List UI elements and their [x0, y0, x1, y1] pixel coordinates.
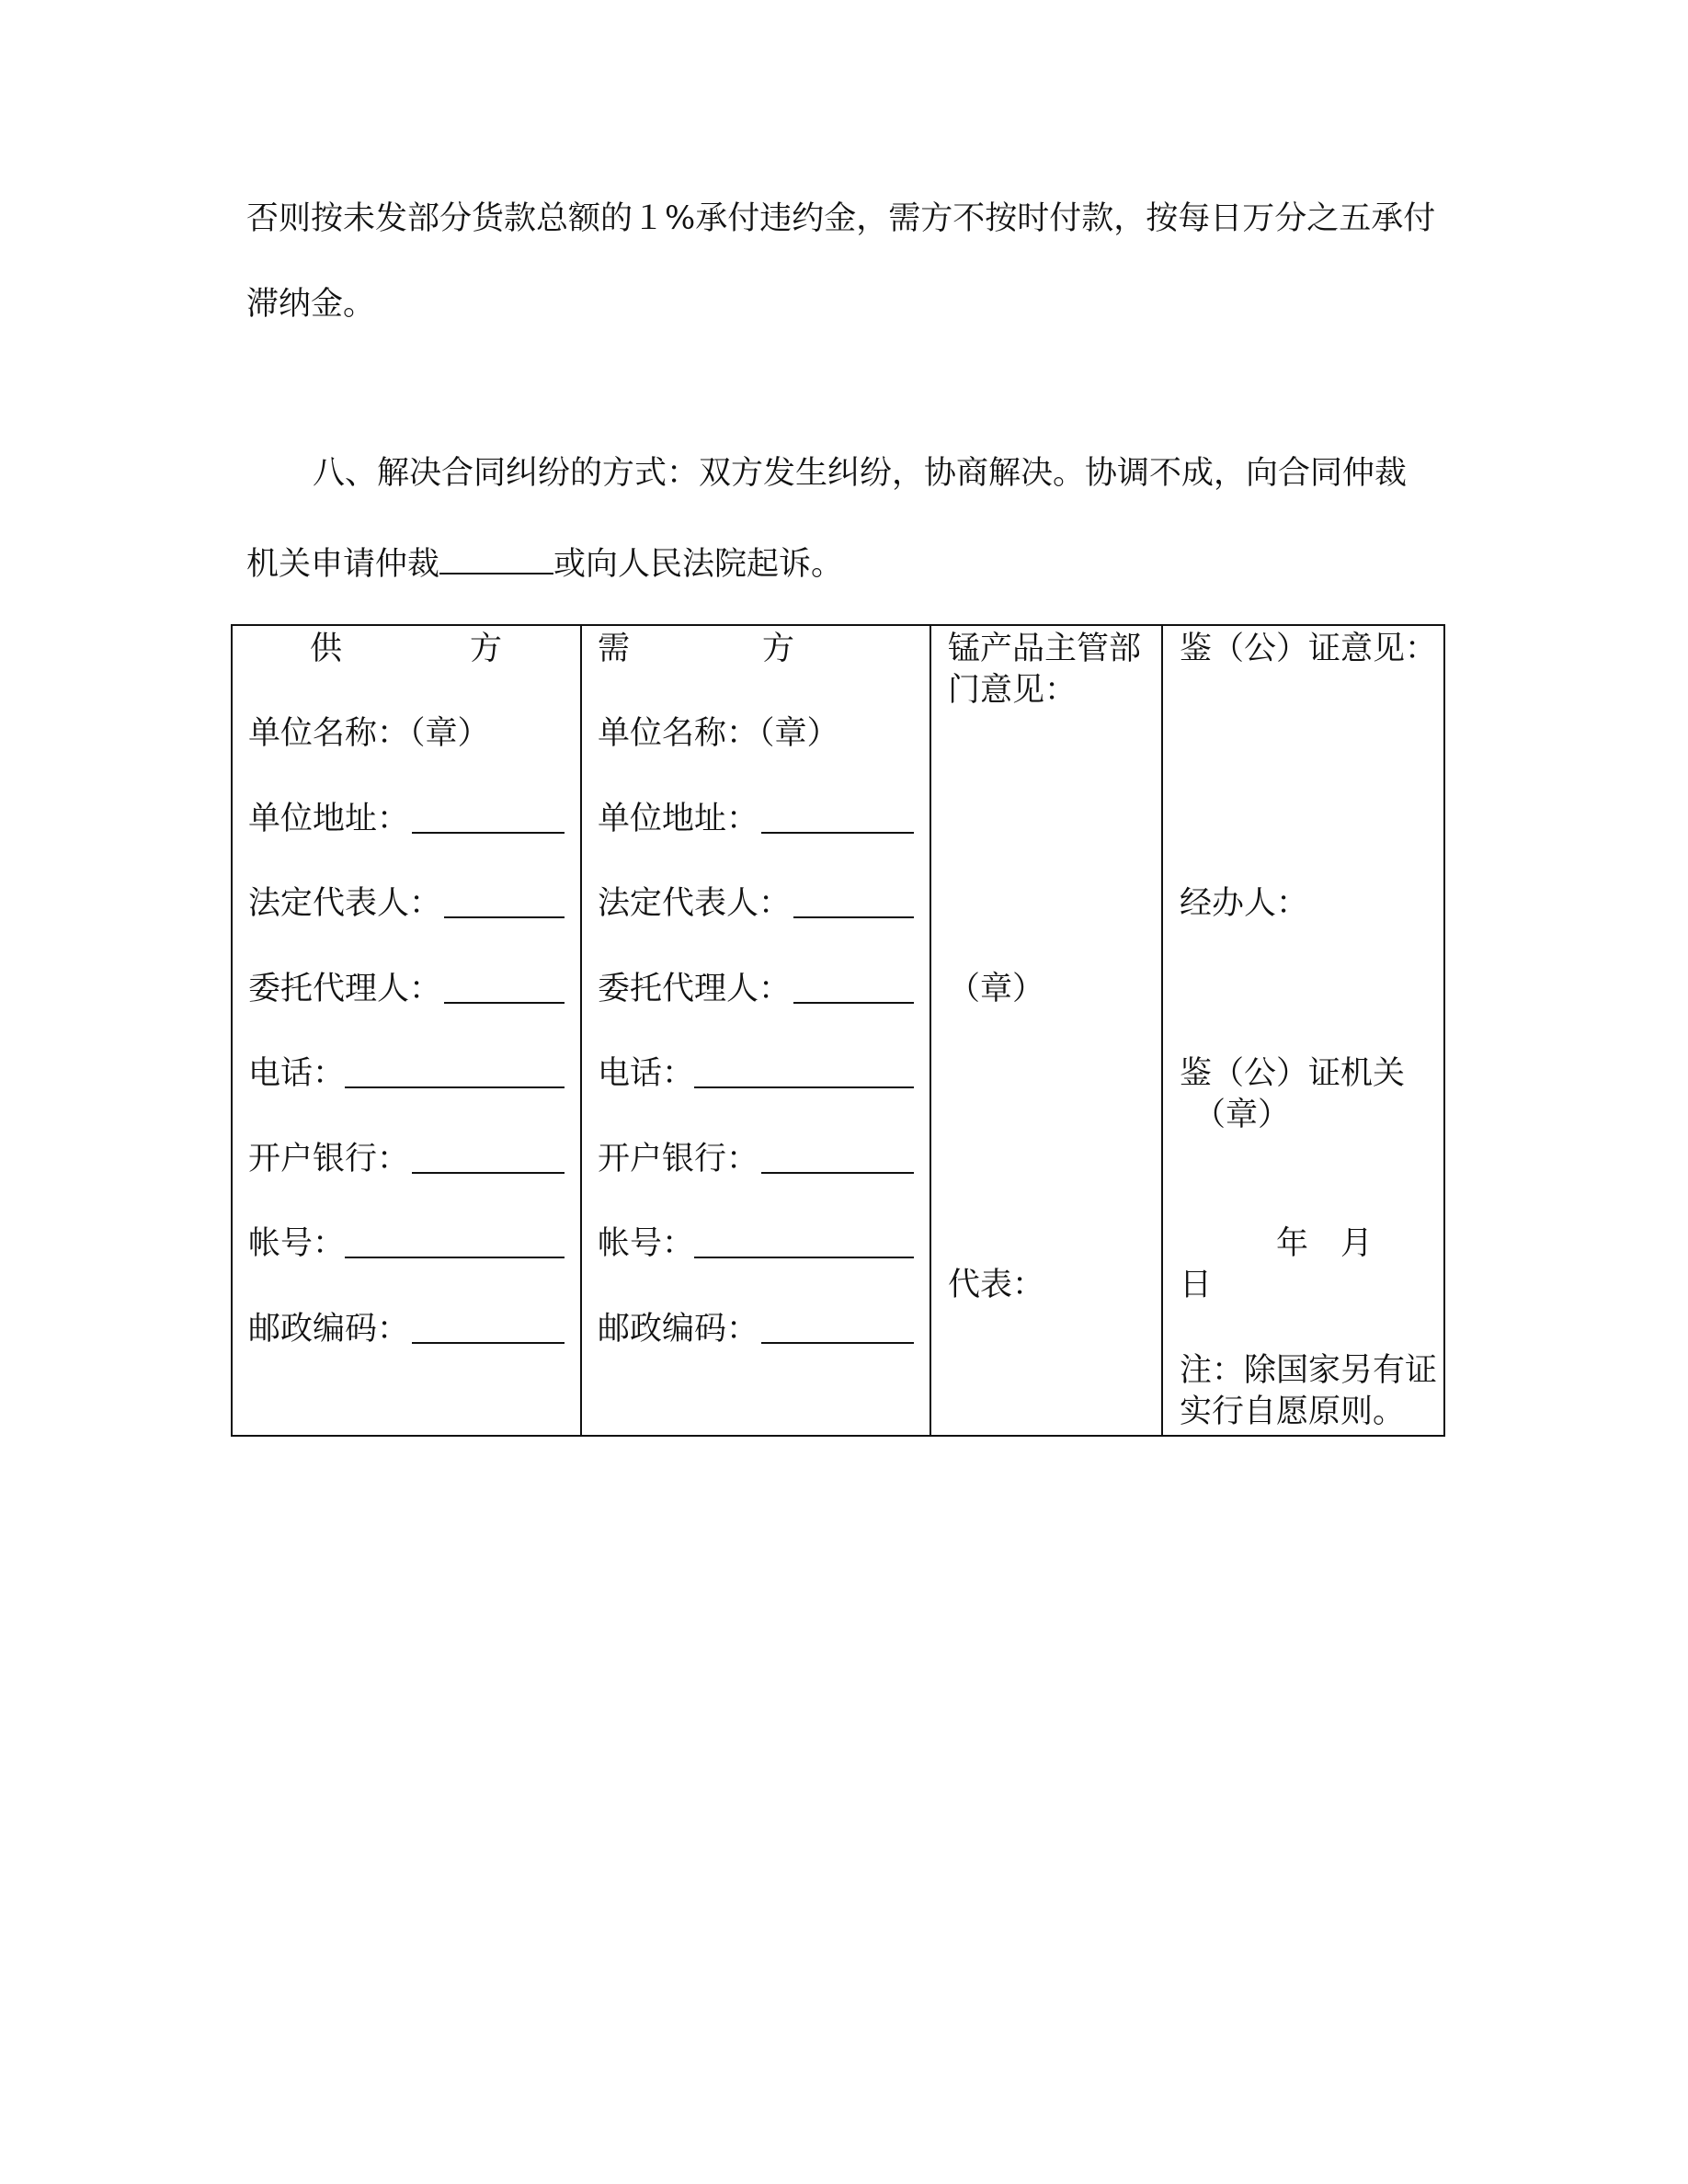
supplier-postcode-field[interactable]	[412, 1342, 565, 1344]
supplier-account-field[interactable]	[345, 1257, 565, 1258]
buyer-header-right: 方	[762, 631, 795, 667]
buyer-address-field[interactable]	[761, 832, 914, 834]
buyer-postcode-field[interactable]	[761, 1342, 914, 1344]
buyer-phone-field[interactable]	[694, 1086, 914, 1088]
buyer-bank-label: 开户银行：	[598, 1141, 759, 1177]
paragraph-line: 否则按未发部分货款总额的１%承付违约金，需方不按时付款，按每日万分之五承付	[246, 200, 1436, 237]
buyer-agent-label: 委托代理人：	[598, 971, 792, 1007]
buyer-postcode-label: 邮政编码：	[598, 1311, 759, 1348]
arbitration-text: 机关申请仲裁	[246, 546, 440, 583]
supplier-agent-field[interactable]	[444, 1002, 565, 1004]
supplier-agent-label: 委托代理人：	[248, 971, 442, 1007]
buyer-header-left: 需	[598, 631, 631, 667]
notary-date-line2: 日	[1180, 1267, 1213, 1303]
buyer-address-label: 单位地址：	[598, 801, 759, 837]
section-eight-line: 八、解决合同纠纷的方式：双方发生纠纷，协商解决。协调不成，向合同仲裁	[313, 455, 1408, 492]
buyer-account-field[interactable]	[694, 1257, 914, 1258]
supplier-address-field[interactable]	[412, 832, 565, 834]
lawsuit-text: 或向人民法院起诉。	[553, 546, 844, 583]
supplier-legal-rep-label: 法定代表人：	[248, 885, 442, 922]
supplier-phone-field[interactable]	[345, 1086, 565, 1088]
authority-title-line2: 门意见：	[948, 672, 1078, 709]
notary-office-line2: （章）	[1193, 1097, 1291, 1133]
notary-date-line1: 年 月	[1276, 1225, 1374, 1262]
paragraph-line: 滞纳金。	[246, 286, 376, 323]
buyer-bank-field[interactable]	[761, 1172, 914, 1174]
buyer-account-label: 帐号：	[598, 1225, 695, 1262]
supplier-address-label: 单位地址：	[248, 801, 410, 837]
buyer-unit-name: 单位名称：（章）	[598, 715, 839, 752]
supplier-header-right: 方	[470, 631, 503, 667]
notary-office-line1: 鉴（公）证机关	[1180, 1055, 1406, 1092]
notary-handler: 经办人：	[1180, 885, 1309, 922]
supplier-unit-name: 单位名称：（章）	[248, 715, 490, 752]
supplier-account-label: 帐号：	[248, 1225, 346, 1262]
arbitration-blank[interactable]	[439, 540, 553, 574]
authority-representative: 代表：	[948, 1267, 1045, 1303]
supplier-postcode-label: 邮政编码：	[248, 1311, 410, 1348]
supplier-header-left: 供	[310, 631, 343, 667]
authority-title-line1: 锰产品主管部	[948, 631, 1142, 667]
notary-note-line2: 实行自愿原则。	[1180, 1393, 1406, 1430]
supplier-bank-label: 开户银行：	[248, 1141, 410, 1177]
column-divider	[1161, 626, 1163, 1435]
buyer-agent-field[interactable]	[793, 1002, 914, 1004]
column-divider	[580, 626, 582, 1435]
notary-title: 鉴（公）证意见：	[1180, 631, 1438, 667]
column-divider	[930, 626, 931, 1435]
buyer-legal-rep-label: 法定代表人：	[598, 885, 792, 922]
supplier-phone-label: 电话：	[248, 1055, 346, 1092]
supplier-bank-field[interactable]	[412, 1172, 565, 1174]
notary-note-line1: 注：除国家另有证	[1180, 1352, 1438, 1389]
buyer-phone-label: 电话：	[598, 1055, 695, 1092]
supplier-legal-rep-field[interactable]	[444, 916, 565, 918]
section-eight-line	[246, 540, 1442, 583]
buyer-legal-rep-field[interactable]	[793, 916, 914, 918]
signature-table	[231, 624, 1445, 1437]
authority-seal: （章）	[948, 971, 1045, 1007]
